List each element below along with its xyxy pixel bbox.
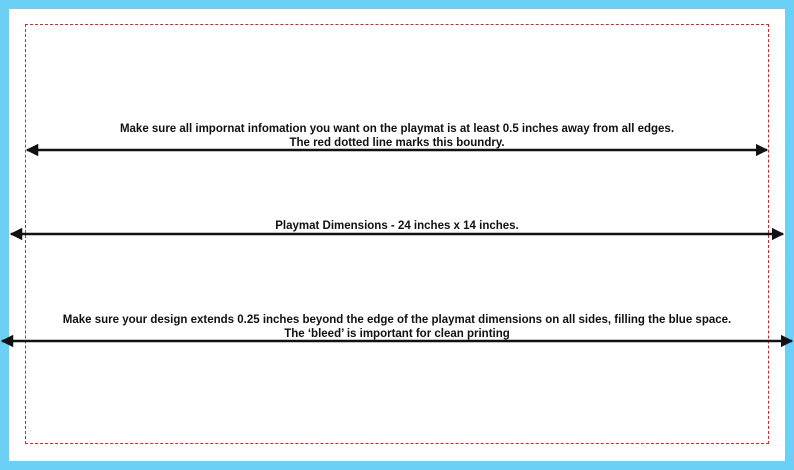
safe-zone-note-line2: The red dotted line marks this boundry. bbox=[289, 137, 505, 149]
safe-zone-boundary bbox=[25, 24, 769, 444]
safe-zone-note-line1: Make sure all impornat infomation you want on the playmat is at least 0.5 inches away from all edges. bbox=[119, 123, 675, 135]
bleed-note bbox=[0, 313, 794, 341]
dimensions-note bbox=[0, 219, 794, 233]
dimensions-note-line1: Playmat Dimensions - 24 inches x 14 inches. bbox=[275, 220, 519, 232]
safe-zone-note bbox=[0, 122, 794, 150]
bleed-note-line2: The ‘bleed’ is important for clean printing bbox=[284, 328, 510, 340]
bleed-note-line1: Make sure your design extends 0.25 inches beyond the edge of the playmat dimensions on all sides, filling the blue space. bbox=[62, 314, 732, 326]
